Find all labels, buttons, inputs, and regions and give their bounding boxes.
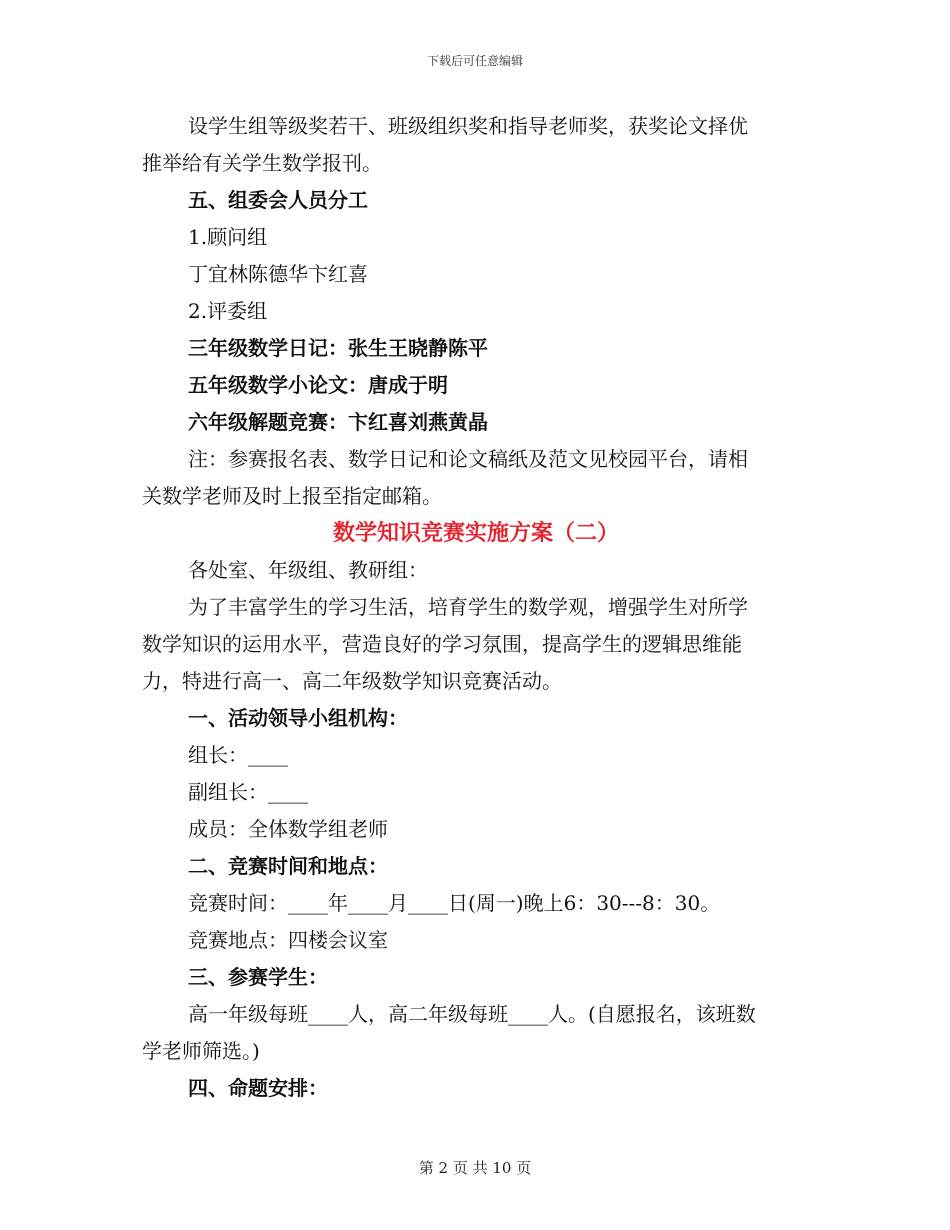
paragraph-line: 丁宜林陈德华卞红喜: [188, 262, 368, 286]
list-item: 2.评委组: [188, 299, 268, 323]
page-footer: 第 2 页 共 10 页: [418, 1159, 532, 1177]
note-line: 注：参赛报名表、数学日记和论文稿纸及范文见校园平台，请相: [188, 447, 748, 471]
document-title: 数学知识竞赛实施方案（二）: [332, 521, 619, 546]
paragraph-line: 组长：____: [188, 743, 288, 767]
judge-entry: 三年级数学日记：张生王晓静陈平: [188, 336, 488, 360]
paragraph-line: 力，特进行高一、高二年级数学知识竞赛活动。: [142, 669, 562, 693]
paragraph-line: 设学生组等级奖若干、班级组织奖和指导老师奖，获奖论文择优: [188, 114, 748, 138]
list-item: 1.顾问组: [188, 225, 268, 249]
paragraph-line: 数学知识的运用水平，营造良好的学习氛围，提高学生的逻辑思维能: [142, 632, 742, 656]
header-note: 下载后可任意编辑: [426, 54, 523, 68]
paragraph-line: 竞赛时间：____年____月____日(周一)晚上6：30---8：30。: [188, 891, 721, 915]
section-heading: 四、命题安排：: [188, 1076, 328, 1100]
note-line: 关数学老师及时上报至指定邮箱。: [142, 484, 442, 508]
document-body: [142, 108, 810, 1107]
judge-entry: 五年级数学小论文：唐成于明: [188, 373, 448, 397]
paragraph-line: 为了丰富学生的学习生活，培育学生的数学观，增强学生对所学: [188, 595, 748, 619]
salutation: 各处室、年级组、教研组：: [188, 558, 428, 582]
section-heading: 五、组委会人员分工: [188, 188, 368, 212]
paragraph-line: 推举给有关学生数学报刊。: [142, 151, 382, 175]
paragraph-line: 成员：全体数学组老师: [188, 817, 388, 841]
paragraph-line: 学老师筛选。): [142, 1039, 260, 1063]
section-heading: 一、活动领导小组机构：: [188, 706, 408, 730]
paragraph-line: 竞赛地点：四楼会议室: [188, 928, 388, 952]
paragraph-line: 副组长：____: [188, 780, 308, 804]
section-heading: 三、参赛学生：: [188, 965, 328, 989]
paragraph-line: 高一年级每班____人，高二年级每班____人。(自愿报名，该班数: [188, 1002, 756, 1026]
judge-entry: 六年级解题竞赛：卞红喜刘燕黄晶: [188, 410, 488, 434]
section-heading: 二、竞赛时间和地点：: [188, 854, 388, 878]
